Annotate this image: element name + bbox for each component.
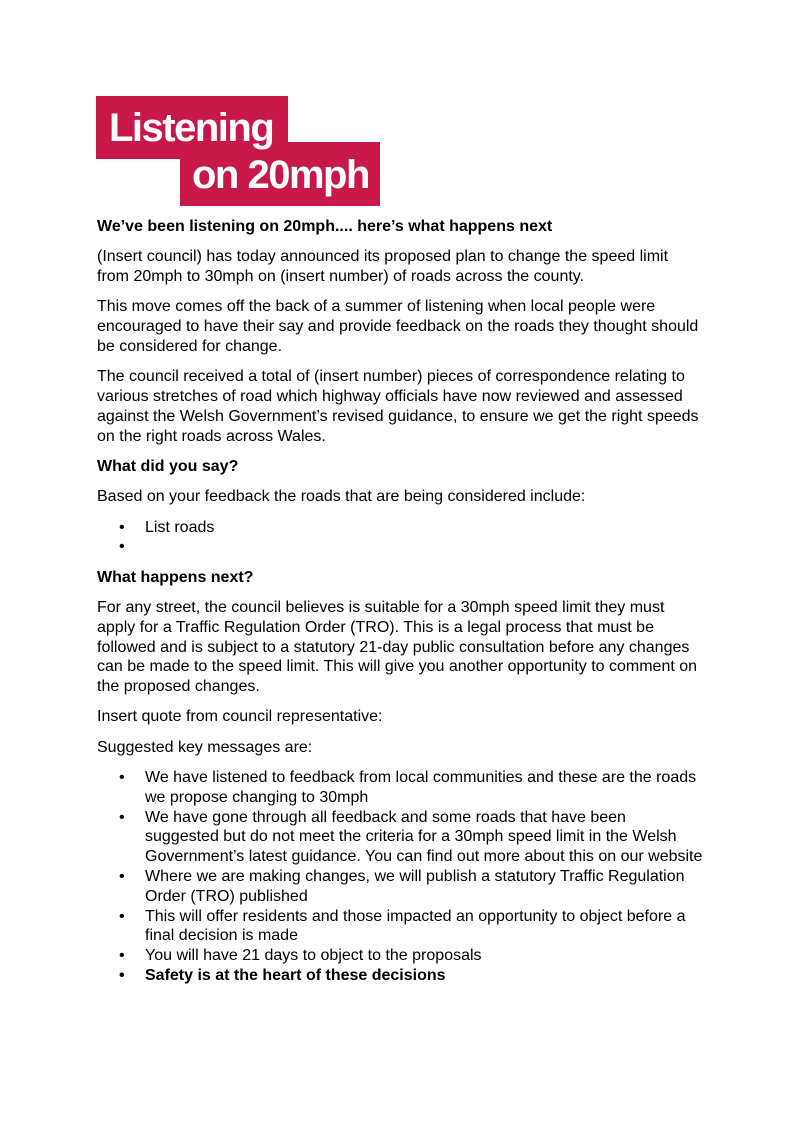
list-item	[97, 768, 703, 808]
document-heading: We’ve been listening on 20mph.... here’s what happens next	[97, 218, 553, 235]
list-item	[97, 867, 703, 907]
bullet-icon: •	[119, 769, 125, 787]
section-heading-what-did-you-say: What did you say?	[97, 457, 239, 475]
list-item	[97, 907, 703, 947]
list-item	[97, 966, 703, 986]
paragraph-roads-intro: Based on your feedback the roads that are being considered include:	[97, 488, 586, 506]
bullet-icon: •	[119, 518, 125, 536]
paragraph-quote-placeholder: Insert quote from council representative:	[97, 708, 383, 726]
list-item-text: Where we are making changes, we will publish a statutory Traffic Regulation Order (TRO) published	[145, 868, 685, 905]
bullet-icon: •	[119, 947, 125, 965]
list-item-text: You will have 21 days to object to the proposals	[145, 947, 482, 965]
list-item	[97, 946, 703, 966]
bullet-icon: •	[119, 967, 125, 984]
paragraph-announcement: (Insert council) has today announced its proposed plan to change the speed limit from 20mph to 30mph on (insert number) of roads across the county.	[97, 248, 669, 286]
bullet-icon: •	[119, 808, 125, 826]
paragraph-summer-listening: This move comes off the back of a summer of listening when local people were encouraged to have their say and provide feedback on the roads they thought should be considered for change.	[97, 298, 699, 355]
list-item-text: We have gone through all feedback and some roads that have been suggested but do not meet the criteria for a 30mph speed limit in the Welsh Government’s latest guidance. You can find out more about this on our website	[145, 808, 703, 866]
bullet-icon: •	[119, 538, 125, 556]
paragraph-correspondence: The council received a total of (insert number) pieces of correspondence relating to various stretches of road which highway officials have now reviewed and assessed against the Welsh Government’s revised guidance, to ensure we get the right speeds on the right roads across Wales.	[97, 368, 699, 445]
roads-list	[97, 518, 703, 558]
list-item	[97, 518, 703, 538]
document-body	[97, 217, 703, 996]
section-heading-what-happens-next: What happens next?	[97, 568, 254, 586]
logo-text-line-2: on 20mph	[192, 153, 369, 197]
list-item	[97, 808, 703, 867]
list-item-text: Safety is at the heart of these decisions	[145, 967, 446, 984]
listening-on-20mph-logo	[96, 96, 380, 206]
paragraph-key-messages-intro: Suggested key messages are:	[97, 738, 313, 756]
key-messages-list	[97, 768, 703, 986]
paragraph-tro-process: For any street, the council believes is suitable for a 30mph speed limit they must apply for a Traffic Regulation Order (TRO). This is a legal process that must be followed and is subject to a statutory 21-day public consultation before any changes can be made to the speed limit. This will give you another opportunity to comment on the proposed changes.	[97, 598, 698, 696]
list-item-text: We have listened to feedback from local communities and these are the roads we propose changing to 30mph	[145, 769, 697, 806]
list-item-text: This will offer residents and those impacted an opportunity to object before a final decision is made	[145, 907, 686, 945]
logo-text-line-1: Listening	[109, 106, 274, 150]
list-item-text: List roads	[145, 518, 215, 536]
bullet-icon: •	[119, 907, 125, 925]
bullet-icon: •	[119, 868, 125, 886]
list-item	[97, 537, 703, 557]
